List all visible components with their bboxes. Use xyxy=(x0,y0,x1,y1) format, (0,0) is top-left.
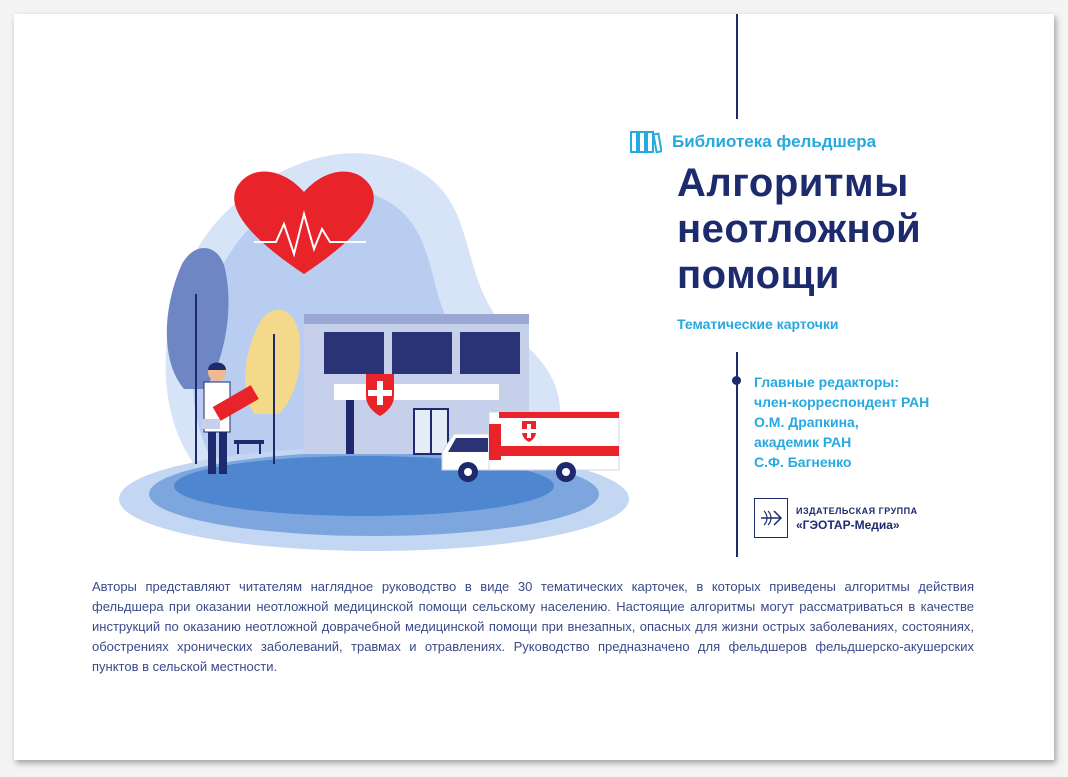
publisher-name-line-2: «ГЭОТАР-Медиа» xyxy=(796,518,900,532)
book-description: Авторы представляют читателям наглядное руководство в виде 30 тематических карточек, в которых приведены алгоритмы действия фельдшера при оказании неотложной медицинской помощи сельскому населению. Настоящие алгоритмы могут рассматриваться в качестве инструкций по оказанию неотложной доврачебной медицинской помощи при внезапных, опасных для жизни острых заболеваниях, состояниях, обострениях хронических заболеваний, травмах и отравлениях. Руководство предназначено для фельдшеров фельдшерско-акушерских пунктов в сельской местности. xyxy=(92,579,974,674)
publisher-logo-icon xyxy=(754,498,788,538)
divider-line-top xyxy=(736,14,738,119)
building-window xyxy=(392,332,452,374)
editor-title-2: академик РАН xyxy=(754,434,852,450)
book-title-line-2: неотложной xyxy=(677,207,922,251)
building-window xyxy=(460,332,520,374)
editor-name-2: С.Ф. Багненко xyxy=(754,454,852,470)
publisher-block xyxy=(754,498,918,538)
editor-name-1: О.М. Драпкина, xyxy=(754,414,859,430)
editors-block xyxy=(754,372,929,472)
books-icon xyxy=(630,130,662,154)
editors-heading: Главные редакторы: xyxy=(754,374,900,390)
clinic-canopy xyxy=(334,384,499,400)
publisher-name-line-1: ИЗДАТЕЛЬСКАЯ ГРУППА xyxy=(796,506,918,516)
book-title-line-3: помощи xyxy=(677,253,840,297)
series-label xyxy=(630,130,876,154)
clinic-illustration xyxy=(104,134,644,554)
editor-title-1: член-корреспондент РАН xyxy=(754,394,930,410)
book-title xyxy=(677,160,921,298)
book-cover-page xyxy=(14,14,1054,760)
building-window xyxy=(324,332,384,374)
book-subtitle: Тематические карточки xyxy=(677,316,839,332)
publisher-name xyxy=(796,504,918,532)
bench-icon xyxy=(234,440,264,444)
series-label-text: Библиотека фельдшера xyxy=(672,132,877,151)
divider-dot xyxy=(732,376,741,385)
book-title-line-1: Алгоритмы xyxy=(677,161,909,205)
